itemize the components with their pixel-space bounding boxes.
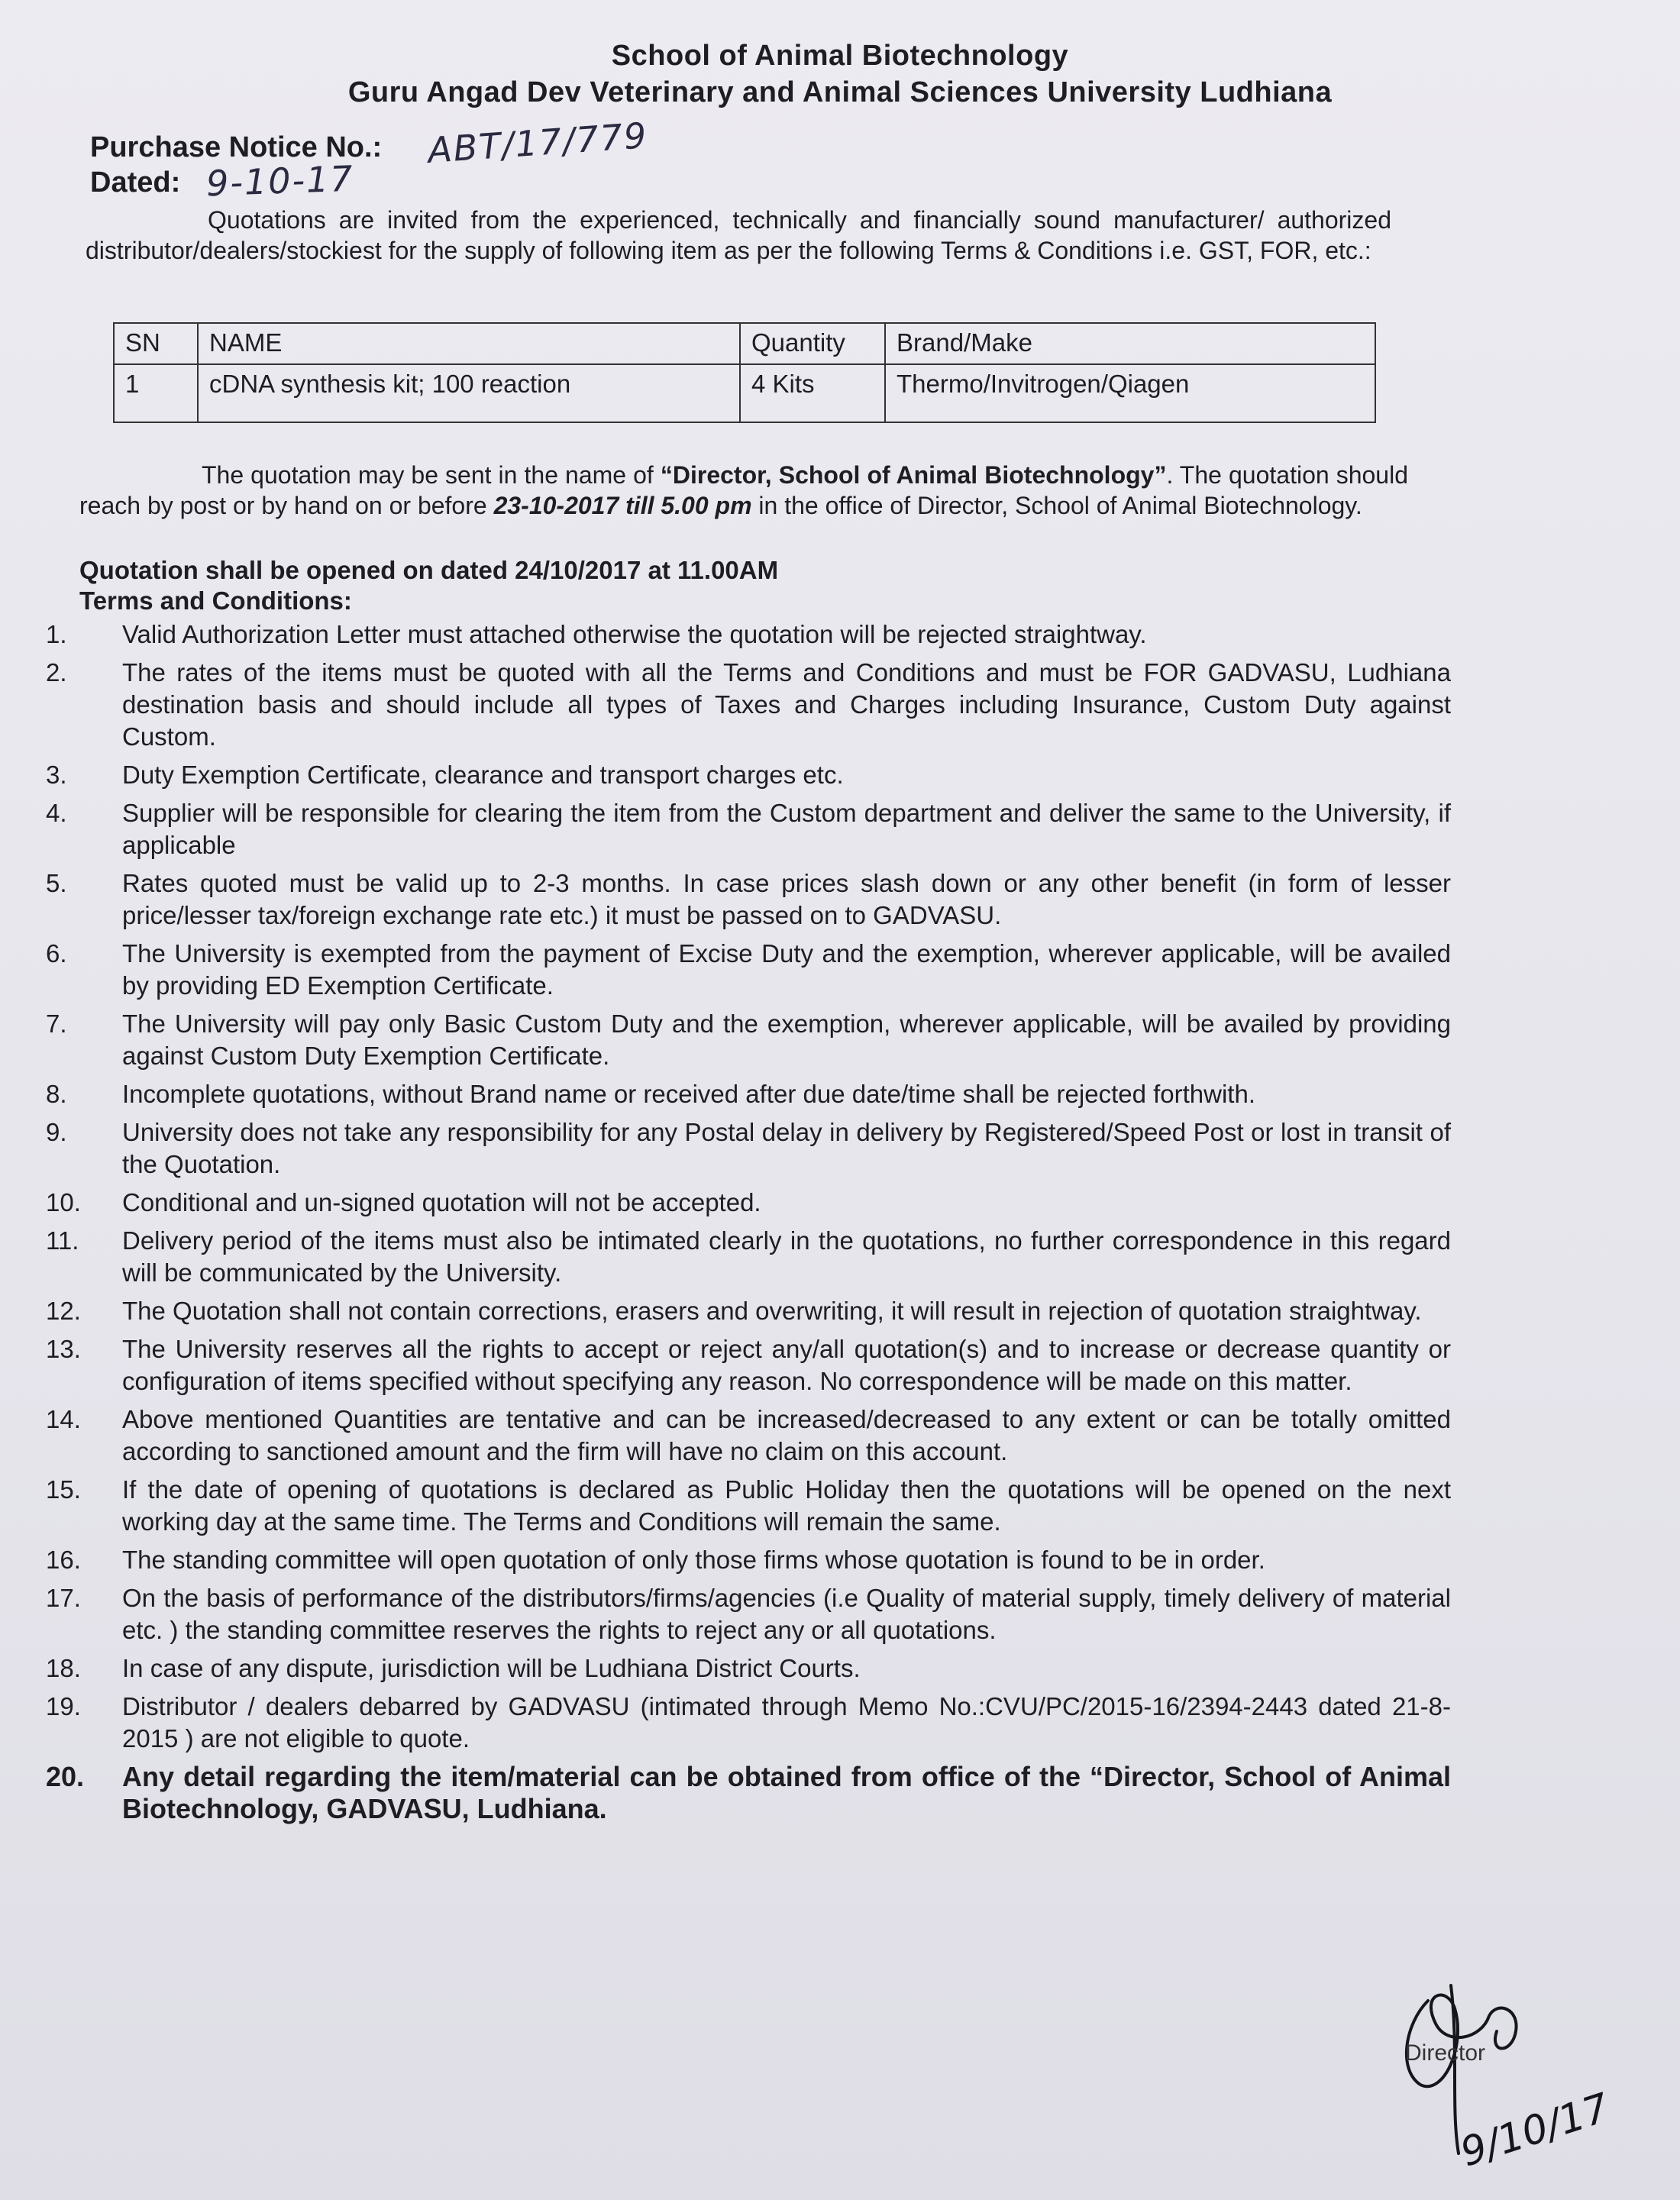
- cell-quantity: 4 Kits: [740, 364, 885, 422]
- term-text: Incomplete quotations, without Brand name or received after due date/time shall be rejected forthwith.: [122, 1080, 1256, 1108]
- submission-addressee: “Director, School of Animal Biotechnology”: [660, 461, 1167, 489]
- term-number: 6.: [46, 939, 67, 968]
- term-text: University does not take any responsibility for any Postal delay in delivery by Registered/Speed Post or lost in transit of the Quotation.: [122, 1118, 1451, 1178]
- term-number: 10.: [46, 1188, 81, 1216]
- list-item: [46, 619, 1451, 651]
- term-number: 7.: [46, 1010, 67, 1038]
- submission-text-3: in the office of Director, School of Animal Biotechnology.: [751, 492, 1362, 519]
- list-item: [46, 1333, 1451, 1397]
- term-text: Valid Authorization Letter must attached otherwise the quotation will be rejected straightway.: [122, 620, 1147, 648]
- term-number: 2.: [46, 658, 67, 686]
- submission-text-2: . The quotation should reach by post or by hand on or before: [79, 461, 1409, 519]
- table-row: [114, 364, 1375, 422]
- term-text: Delivery period of the items must also be intimated clearly in the quotations, no further correspondence in this regard will be communicated by the University.: [122, 1226, 1451, 1287]
- term-text: If the date of opening of quotations is declared as Public Holiday then the quotations will be opened on the next working day at the same time. The Terms and Conditions will remain the same.: [122, 1475, 1451, 1536]
- submission-deadline: 23-10-2017 till 5.00 pm: [493, 492, 752, 519]
- submission-text-1: The quotation may be sent in the name of: [202, 461, 661, 489]
- term-number: 20.: [46, 1761, 85, 1792]
- purchase-notice-label: Purchase Notice No.:: [90, 131, 383, 163]
- term-text: The Quotation shall not contain corrections, erasers and overwriting, it will result in rejection of quotation straightway.: [122, 1297, 1422, 1325]
- list-item: [46, 1404, 1451, 1468]
- term-text: Supplier will be responsible for clearing the item from the Custom department and deliver the same to the University, if applicable: [122, 799, 1451, 859]
- term-number: 15.: [46, 1475, 81, 1504]
- table-header-row: [114, 323, 1375, 364]
- col-name: NAME: [198, 323, 740, 364]
- list-item: [46, 1691, 1451, 1755]
- list-item: [46, 938, 1451, 1002]
- list-item: [46, 1544, 1451, 1576]
- term-text: The rates of the items must be quoted with all the Terms and Conditions and must be FOR GADVASU, Ludhiana destination basis and should include all types of Taxes and Charges including Insurance, Custom Duty against Custom.: [122, 658, 1451, 751]
- header-school: School of Animal Biotechnology: [611, 40, 1069, 72]
- term-text: Any detail regarding the item/material can be obtained from office of the “Director, School of Animal Biotechnology, GADVASU, Ludhiana.: [122, 1761, 1451, 1824]
- items-table: [113, 322, 1376, 423]
- term-number: 3.: [46, 761, 67, 789]
- term-text: The University reserves all the rights to accept or reject any/all quotation(s) and to increase or decrease quantity or configuration of items specified without specifying any reason. No correspondence will be made on this matter.: [122, 1335, 1451, 1395]
- list-item: [46, 1008, 1451, 1072]
- term-number: 1.: [46, 620, 67, 648]
- list-item: [46, 657, 1451, 753]
- opening-date: Quotation shall be opened on dated 24/10/2017 at 11.00AM: [79, 556, 779, 584]
- term-text: The University is exempted from the payment of Excise Duty and the exemption, wherever applicable, will be availed by providing ED Exemption Certificate.: [122, 939, 1451, 1000]
- list-item: [46, 1295, 1451, 1327]
- list-item: [46, 1474, 1451, 1538]
- col-brand: Brand/Make: [885, 323, 1375, 364]
- dated-value: 9-10-17: [205, 157, 355, 205]
- signature-block: [1375, 1955, 1615, 2184]
- cell-sn: 1: [114, 364, 198, 422]
- term-text: Above mentioned Quantities are tentative and can be increased/decreased to any extent or can be totally omitted according to sanctioned amount and the firm will have no claim on this account.: [122, 1405, 1451, 1465]
- signature-date: 9/10/17: [1455, 2085, 1615, 2176]
- col-sn: SN: [114, 323, 198, 364]
- submission-paragraph: [79, 460, 1408, 521]
- list-item: [46, 1761, 1451, 1825]
- list-item: [46, 1225, 1451, 1289]
- purchase-notice-number: ABT/17/779: [426, 115, 649, 171]
- term-text: In case of any dispute, jurisdiction will be Ludhiana District Courts.: [122, 1654, 861, 1682]
- term-number: 14.: [46, 1405, 81, 1433]
- term-number: 18.: [46, 1654, 81, 1682]
- col-quantity: Quantity: [740, 323, 885, 364]
- term-number: 5.: [46, 869, 67, 897]
- terms-title: Terms and Conditions:: [79, 586, 352, 615]
- term-text: The University will pay only Basic Custom Duty and the exemption, wherever applicable, will be availed by providing against Custom Duty Exemption Certificate.: [122, 1010, 1451, 1070]
- dated-label: Dated:: [90, 166, 181, 199]
- header-university: Guru Angad Dev Veterinary and Animal Sciences University Ludhiana: [347, 76, 1333, 108]
- signature-title: Director: [1405, 2040, 1486, 2066]
- term-number: 11.: [46, 1226, 79, 1255]
- list-item: [46, 867, 1451, 932]
- term-text: On the basis of performance of the distributors/firms/agencies (i.e Quality of material supply, timely delivery of material etc. ) the standing committee reserves the rights to reject any or all quotations.: [122, 1584, 1451, 1644]
- list-item: [46, 1116, 1451, 1181]
- term-number: 8.: [46, 1080, 67, 1108]
- term-text: Rates quoted must be valid up to 2-3 months. In case prices slash down or any other benefit (in form of lesser price/lesser tax/foreign exchange rate etc.) it must be passed on to GADVASU.: [122, 869, 1451, 929]
- terms-list: [46, 619, 1451, 1831]
- list-item: [46, 1652, 1451, 1685]
- intro-paragraph: Quotations are invited from the experienced, technically and financially sound manufacturer/ authorized distributor/dealers/stockiest for the supply of following item as per the following Terms & Conditions i.e. GST, FOR, etc.:: [86, 206, 1391, 264]
- list-item: [46, 797, 1451, 861]
- term-text: The standing committee will open quotation of only those firms whose quotation is found to be in order.: [122, 1546, 1265, 1574]
- list-item: [46, 1582, 1451, 1646]
- term-number: 4.: [46, 799, 67, 827]
- term-text: Distributor / dealers debarred by GADVASU (intimated through Memo No.:CVU/PC/2015-16/2394-2443 dated 21-8-2015 ) are not eligible to quote.: [122, 1692, 1451, 1753]
- list-item: [46, 1078, 1451, 1110]
- term-number: 12.: [46, 1297, 81, 1325]
- term-number: 9.: [46, 1118, 67, 1146]
- term-number: 19.: [46, 1692, 81, 1720]
- list-item: [46, 1187, 1451, 1219]
- term-number: 16.: [46, 1546, 81, 1574]
- list-item: [46, 759, 1451, 791]
- term-number: 13.: [46, 1335, 81, 1363]
- cell-brand: Thermo/Invitrogen/Qiagen: [885, 364, 1375, 422]
- cell-name: cDNA synthesis kit; 100 reaction: [198, 364, 740, 422]
- term-text: Conditional and un-signed quotation will not be accepted.: [122, 1188, 761, 1216]
- term-number: 17.: [46, 1584, 81, 1612]
- term-text: Duty Exemption Certificate, clearance and transport charges etc.: [122, 761, 844, 789]
